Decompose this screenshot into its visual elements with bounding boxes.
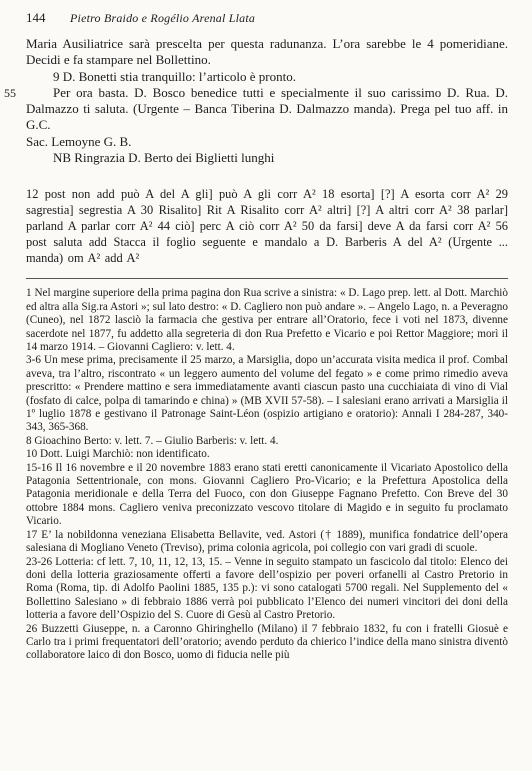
- letter-body: [4, 36, 508, 166]
- signature: Sac. Lemoyne G. B.: [26, 133, 132, 149]
- critical-apparatus: [26, 186, 508, 266]
- nota-bene: NB Ringrazia D. Berto dei Biglietti lunghi: [53, 150, 275, 166]
- page-number: 144: [26, 10, 46, 25]
- running-title: Pietro Braido e Rogélio Arenal Llata: [70, 11, 256, 25]
- letter-paragraph-3-wrap: [4, 84, 508, 134]
- footnote: 10 Dott. Luigi Marchiò: non identificato.: [26, 448, 210, 461]
- margin-line-number: 55: [4, 85, 16, 100]
- letter-paragraph-2: 9 D. Bonetti stia tranquillo: l’articolo è pronto.: [53, 68, 296, 84]
- footnote: 15-16 Il 16 novembre e il 20 novembre 1883 erano stati eretti canonicamente il Vicariato Apostolico della Patagonia Settentrionale, con mons. Giovanni Cagliero Pro-Vicario; e la Prefettura Apostolica della Patagonia meridionale e della Terra del Fuoco, con don Giuseppe Fagnano Prefetto. Con Breve del 30 ottobre 1884 mons. Cagliero veniva preconizzato vescovo titolare di Magido e in seguito fu proclamato Vicario.: [26, 461, 508, 528]
- footnotes: [26, 287, 508, 662]
- apparatus-text: 12 post non add può A del A gli] può A gli corr A² 18 esorta] [?] A esorta corr A² 29 sagrestia] segrestia A 30 Risalito] Rit A Risalito corr A² altri] [?] A altri corr A² 38 parlar] parland A parlar corr A² 44 ciò] perc A ciò corr A² 50 da farsi] deve A da farsi corr A² 56 post saluta add Stacca il foglio seguente e mandalo a D. Barberis A del A² (Urgente ... manda) om A² add A²: [26, 187, 508, 266]
- page: [4, 10, 508, 663]
- footnote: 3-6 Un mese prima, precisamente il 25 marzo, a Marsiglia, dopo un’accurata visita medica il prof. Combal aveva, tra l’altro, riscontrato « un leggero aumento del volume del fegato » e come primo rimedio aveva prescritto: « Prendere mattino e sera immediatamente avanti ciascun pasto una cucchiaiata di vino di Vial (fosfato di calce, polpa di tamarindo e china) » (MB XVII 57-58). – I salesiani erano arrivati a Marsiglia il 1º luglio 1878 e gestivano il Patronage Saint-Léon (ospizio artigiano e oratorio): Annali I 284-287, 340-343, 365-368.: [26, 354, 508, 434]
- letter-paragraph-3: Per ora basta. D. Bosco benedice tutti e specialmente il suo carissimo D. Rua. D. Dalmazzo ti saluta. (Urgente – Banca Tiberina D. Dalmazzo manda). Prega pel tuo aff. in G.C.: [26, 84, 508, 133]
- running-header: [26, 10, 508, 30]
- footnote: 1 Nel margine superiore della prima pagina don Rua scrive a sinistra: « D. Lago prep. lett. al Dott. Marchiò ed altra alla Sig.ra Astori »; sul lato destro: « D. Cagliero non può andare ». – Angelo Lago, n. a Peveragno (Cuneo), nel 1872 lasciò la farmacia che gestiva per entrare all’Oratorio, fece i voti nel 1873, divenne sacerdote nel 1877, fu addetto alla segreteria di don Rua Prefetto e Vicario e poi Rettor Maggiore; morì il 14 marzo 1914. – Giovanni Cagliero: v. lett. 4.: [26, 287, 508, 353]
- footnote: 17 E’ la nobildonna veneziana Elisabetta Bellavite, ved. Astori († 1889), munifica fondatrice dell’opera salesiana di Mogliano Veneto (Treviso), prima colonia agricola, poi collegio con vari gradi di scuole.: [26, 528, 508, 555]
- footnote-rule: [26, 278, 508, 279]
- letter-paragraph-1: Maria Ausiliatrice sarà prescelta per questa radunanza. L’ora sarebbe le 4 pomeridiane. Decidi e fa stampare nel Bollettino.: [26, 36, 508, 68]
- footnote: 8 Gioachino Berto: v. lett. 7. – Giulio Barberis: v. lett. 4.: [26, 434, 279, 447]
- footnote: 26 Buzzetti Giuseppe, n. a Caronno Ghiringhello (Milano) il 7 febbraio 1832, fu con i fratelli Giosuè e Carlo tra i primi frequentatori dell’oratorio; avendo perduto da chierico l’indice della mano sinistra diventò collaboratore laico di don Bosco, uomo di fiducia nelle più: [26, 622, 508, 662]
- footnote: 23-26 Lotteria: cf lett. 7, 10, 11, 12, 13, 15. – Venne in seguito stampato un fascicolo dal titolo: Elenco dei doni della lotteria graziosamente offerti a favore dell’ospizio per poveri orfanelli al Castro Pretorio in Roma (Roma, tip. di Adolfo Paolini 1885, 135 p.): vi sono catalogati 5700 regali. Nel Supplemento del « Bollettino Salesiano » di febbraio 1886 verrà poi pubblicato l’Elenco dei numeri vincitori dei doni della lotteria a favore dell’Ospizio del S. Cuore di Gesù al Castro Pretorio.: [26, 555, 508, 622]
